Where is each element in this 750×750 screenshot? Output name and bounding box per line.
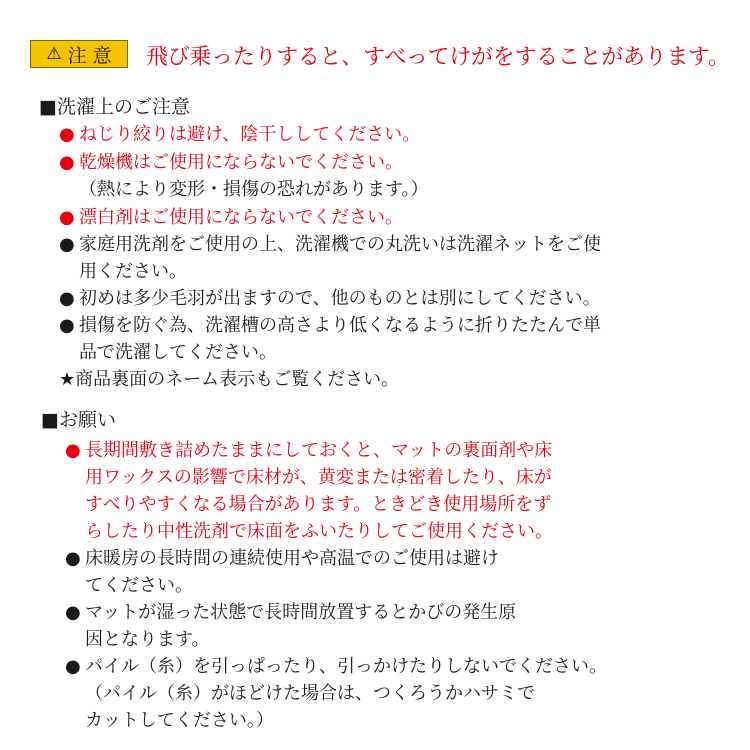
request-item-1-line-4: らしたり中性洗剤で床面をふいたりしてご使用ください。: [85, 521, 553, 542]
request-item-4-line-2: （パイル（糸）がほどけた場合は、つくろうかハサミで: [85, 683, 535, 704]
washing-item-1: [59, 122, 420, 148]
request-item-text: パイル（糸）を引っぱったり、引っかけたりしないでください。: [85, 656, 607, 677]
washing-item-text: 漂白剤はご使用にならないでください。: [79, 207, 403, 228]
warning-triangle-icon: ⚠: [46, 44, 62, 64]
bullet: ●: [65, 440, 81, 461]
warning-bar: [30, 38, 740, 74]
bullet: ●: [59, 234, 75, 255]
request-item-text: 長期間敷き詰めたままにしておくと、マットの裏面剤や床: [85, 440, 553, 461]
bullet: ●: [65, 548, 81, 569]
request-item-4: [65, 654, 607, 680]
request-item-4-line-3: カットしてください。）: [85, 710, 274, 731]
request-item-1-line-3: すべりやすくなる場合があります。ときどき使用場所をず: [85, 494, 552, 515]
washing-item-6: [59, 313, 601, 339]
washing-item-5: [59, 286, 601, 312]
bullet: ●: [65, 602, 81, 623]
washing-item-4: [59, 232, 601, 258]
warning-badge: [30, 40, 128, 68]
bullet: ●: [59, 288, 75, 309]
washing-item-text: 初めは多少毛羽が出ますので、他のものとは別にしてください。: [79, 288, 601, 309]
bullet: ●: [59, 207, 75, 228]
request-item-2: [65, 546, 499, 572]
requests-heading: ■お願い: [41, 409, 116, 431]
request-item-3: [65, 600, 516, 626]
warning-text: 飛び乗ったりすると、すべってけがをすることがあります。: [146, 45, 730, 70]
request-item-text: 床暖房の長時間の連続使用や高温でのご使用は避け: [85, 548, 499, 569]
washing-item-6-cont: 品で洗濯してください。: [79, 342, 277, 363]
washing-item-2-note: （熱により変形・損傷の恐れがあります。）: [79, 179, 429, 200]
washing-item-text: 家庭用洗剤をご使用の上、洗濯機での丸洗いは洗濯ネットをご使: [79, 234, 601, 255]
bullet: ●: [59, 315, 75, 336]
request-item-3-line-2: 因となります。: [85, 629, 210, 650]
star-note: ★商品裏面のネーム表示もご覧ください。: [59, 369, 400, 390]
request-item-text: マットが湿った状態で長時間放置するとかびの発生原: [85, 602, 517, 623]
washing-item-text: 乾燥機はご使用にならないでください。: [79, 152, 403, 173]
washing-item-text: 損傷を防ぐ為、洗濯槽の高さより低くなるように折りたたんで単: [79, 315, 601, 336]
washing-item-3: [59, 205, 403, 231]
bullet: ●: [59, 152, 75, 173]
washing-item-2: [59, 150, 403, 176]
washing-item-text: ねじり絞りは避け、陰干ししてください。: [79, 124, 421, 145]
washing-item-4-cont: 用ください。: [79, 261, 187, 282]
bullet: ●: [59, 124, 75, 145]
washing-heading: ■洗濯上のご注意: [39, 96, 190, 118]
request-item-2-line-2: てください。: [85, 575, 193, 596]
request-item-1-line-2: 用ワックスの影響で床材が、黄変または密着したり、床が: [85, 467, 552, 488]
request-item-1: [65, 438, 552, 464]
warning-badge-label: 注 意: [67, 44, 112, 67]
bullet: ●: [65, 656, 81, 677]
